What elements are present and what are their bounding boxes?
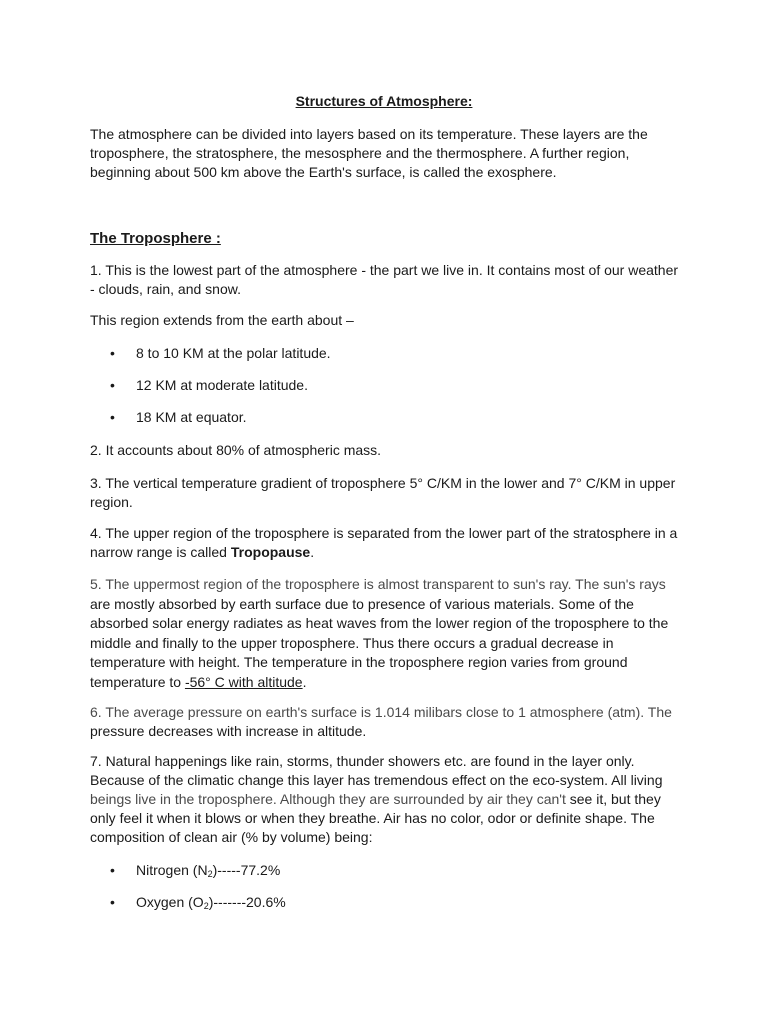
paragraph-3: 3. The vertical temperature gradient of troposphere 5° C/KM in the lower and 7° C/KM in upper region. xyxy=(90,475,676,510)
composition-name: Nitrogen (N xyxy=(136,862,208,878)
paragraph-6-lead: 6. The average pressure on earth's surface is 1.014 milibars close to 1 atmosphere (atm). The xyxy=(90,704,672,720)
paragraph-4 xyxy=(90,524,680,562)
paragraph-7 xyxy=(90,752,680,847)
bullet-icon: • xyxy=(110,894,115,910)
bullet-icon: • xyxy=(110,862,115,878)
section-heading: The Troposphere : xyxy=(90,230,221,247)
composition-value: )-------20.6% xyxy=(208,894,286,910)
list-item xyxy=(110,408,247,427)
composition-value: )-----77.2% xyxy=(212,862,281,878)
bullet-text: 12 KM at moderate latitude. xyxy=(136,377,308,393)
paragraph-5-text: are mostly absorbed by earth surface due to presence of various materials. Some of the absorbed solar energy radiates as heat waves from the lower region of the troposphere to the middle and finally to the upper troposphere. Thus there occurs a gradual decrease in temperature with height. The temperature in the troposphere region varies from ground temperature to xyxy=(90,595,669,690)
paragraph-5 xyxy=(90,575,680,692)
paragraph-4-text: 4. The upper region of the troposphere is separated from the lower part of the stratosphere in a narrow range is called xyxy=(90,525,678,560)
paragraph-1: 1. This is the lowest part of the atmosphere - the part we live in. It contains most of our weather - clouds, rain, and snow. xyxy=(90,262,679,297)
paragraph-5-lead: 5. The uppermost region of the troposphere is almost transparent to sun's ray. The sun's rays xyxy=(90,576,666,592)
bullet-icon: • xyxy=(110,345,115,361)
intro-paragraph: The atmosphere can be divided into layers based on its temperature. These layers are the troposphere, the stratosphere, the mesosphere and the thermosphere. A further region, beginning about 500 km above the Earth's surface, is called the exosphere. xyxy=(90,126,648,180)
paragraph-2: 2. It accounts about 80% of atmospheric mass. xyxy=(90,442,382,458)
page-title: Structures of Atmosphere: xyxy=(295,93,473,109)
tropopause-term: Tropopause xyxy=(230,544,311,560)
paragraph-7-b: see it, but they only feel it when it blows or when they breathe. Air has no color, odor or definite shape. The composition of clean air (% by volume) being: xyxy=(90,791,661,845)
list-item xyxy=(110,376,308,395)
paragraph-4-end: . xyxy=(310,544,315,560)
composition-subscript: 2 xyxy=(203,901,209,911)
paragraph-7-light: beings live in the troposphere. Although they are surrounded by air they can't xyxy=(90,791,566,807)
list-item xyxy=(110,344,331,363)
paragraph-7-a: 7. Natural happenings like rain, storms, thunder showers etc. are found in the layer only. Because of the climatic change this layer has tremendous effect on the eco-system. All living xyxy=(90,753,663,788)
altitude-temperature: -56° C with altitude xyxy=(184,673,303,690)
bullet-icon: • xyxy=(110,377,115,393)
paragraph-6-text: pressure decreases with increase in altitude. xyxy=(90,723,367,739)
composition-name: Oxygen (O xyxy=(136,894,204,910)
paragraph-5-end: . xyxy=(302,673,307,690)
bullet-text: 8 to 10 KM at the polar latitude. xyxy=(136,345,331,361)
paragraph-6 xyxy=(90,703,680,741)
bullet-text: 18 KM at equator. xyxy=(136,409,247,425)
bullet-icon: • xyxy=(110,409,115,425)
list-item xyxy=(110,893,286,912)
list-item xyxy=(110,861,280,880)
extends-paragraph: This region extends from the earth about – xyxy=(90,312,354,328)
composition-subscript: 2 xyxy=(207,869,213,879)
